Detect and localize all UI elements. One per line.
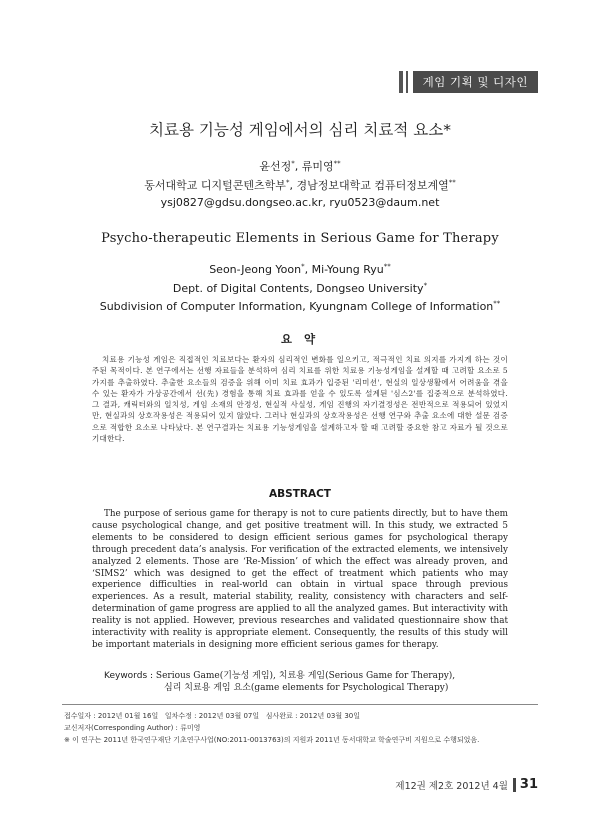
en-author-1: Seon-Jeong Yoon xyxy=(209,263,302,276)
english-authors xyxy=(0,263,600,276)
author-2-mark: ** xyxy=(333,159,341,168)
en-author-2-mark: ** xyxy=(383,262,391,271)
korean-affiliations xyxy=(0,177,600,193)
affiliation-separator: , xyxy=(289,179,297,192)
affiliation-1: 동서대학교 디지털콘텐츠학부 xyxy=(144,179,286,192)
footnote-divider xyxy=(62,704,538,705)
keywords-text-2: 심리 치료용 게임 요소(game elements for Psychological Therapy) xyxy=(164,683,449,693)
en-author-separator: , xyxy=(304,263,312,276)
author-emails: ysj0827@gdsu.dongseo.ac.kr, ryu0523@daum.net xyxy=(160,196,440,209)
author-1: 윤선정 xyxy=(259,160,292,173)
page-footer xyxy=(395,777,538,792)
keywords-colon: : xyxy=(147,671,156,681)
journal-volume: 제12권 제2호 2012년 4월 xyxy=(395,780,508,792)
affiliation-2-mark: ** xyxy=(448,178,456,187)
korean-title: 치료용 기능성 게임에서의 심리 치료적 요소* xyxy=(149,121,451,139)
section-tab xyxy=(399,71,538,93)
tab-marker xyxy=(399,71,403,93)
en-author-1-mark: * xyxy=(301,262,305,271)
tab-marker-thin xyxy=(406,71,408,93)
english-affiliation-1 xyxy=(0,282,600,295)
review-dates: 접수일자 : 2012년 01월 16일 일차수정 : 2012년 03월 07일 심사완료 : 2012년 03월 30일 xyxy=(64,712,361,720)
keywords-line-1 xyxy=(104,670,455,682)
funding-note: ※ 이 연구는 2011년 한국연구재단 기초연구사업(NO:2011-0013763)의 지원과 2011년 동서대학교 학술연구비 지원으로 수행되었음. xyxy=(64,735,480,744)
en-affiliation-2-mark: ** xyxy=(493,299,501,308)
corresponding-author: 교신저자(Corresponding Author) : 류미영 xyxy=(64,723,201,732)
keywords-text-1: Serious Game(기능성 게임), 치료용 게임(Serious Game for Therapy), xyxy=(155,671,456,681)
english-affiliation-2 xyxy=(0,300,600,313)
footnotes xyxy=(64,711,540,746)
author-1-mark: * xyxy=(291,159,295,168)
section-label: 게임 기획 및 디자인 xyxy=(413,71,538,93)
keywords-label: Keywords xyxy=(104,671,148,681)
en-affiliation-1-text: Dept. of Digital Contents, Dongseo University xyxy=(172,282,424,295)
en-author-2: Mi-Young Ryu xyxy=(311,263,384,276)
en-affiliation-2-text: Subdivision of Computer Information, Kyungnam College of Information xyxy=(99,300,494,313)
korean-abstract-body: 치료용 기능성 게임은 직접적인 치료보다는 환자의 심리적인 변화를 일으키고, 적극적인 치료 의지를 가지게 하는 것이 주된 목적이다. 본 연구에서는 선행 자료들을 분석하여 심리 치료를 위한 치료용 기능성게임을 설계할 때 고려할 요소로 5가지를 추출하였다. 추출한 요소들의 검증을 위해 이미 치료 효과가 입증된 '리미션', 현실의 일상생활에서 어려움을 겪을 수 있는 환자가 가상공간에서 선(先) 경험을 통해 치료 효과를 얻을 수 있도록 설계된 '심스2'를 집중적으로 분석하였다. 그 결과, 캐릭터와의 일치성, 게임 소재의 안정성, 현실적 사실성, 게임 진행의 자기결정성은 전반적으로 적용되어 있었지만, 현실과의 상호작용성은 적용되어 있지 않았다. 그러나 현실과의 상호작용성은 선행 연구와 추출 요소에 대한 설문 검증으로 적합한 요소로 나타났다. 본 연구결과는 치료용 기능성게임을 설계하고자 할 때 고려할 중요한 참고 자료가 될 것으로 기대한다. xyxy=(92,355,508,444)
affiliation-2: 경남정보대학교 컴퓨터정보계열 xyxy=(296,179,449,192)
footer-separator xyxy=(513,778,516,792)
keywords-block xyxy=(104,670,455,694)
en-affiliation-1-mark: * xyxy=(423,281,428,290)
korean-authors xyxy=(0,158,600,174)
author-2: 류미영 xyxy=(301,160,334,173)
author-separator: , xyxy=(294,160,302,173)
english-abstract-body: The purpose of serious game for therapy is not to cure patients directly, but to have them cause psychological change, and get positive treatment will. In this study, we extracted 5 elements to be considered to design efficient serious games for psychological therapy through precedent data’s analysis. For verification of the extracted elements, we intensively analyzed 2 elements. Those are ‘Re-Mission’ of which the effect was already proven, and ‘SIMS2’ which was designed to get the effect of treatment which patients who may experience difficulties in real-world can obtain in virtual space through previous experiences. As a result, material stability, reality, consistency with characters and self-determination of game progress are applied to all the analyzed games. But interactivity with reality is not applied. However, previous researches and validated questionnaire show that interactivity with reality is appropriate element. Consequently, the results of this study will be important materials in designing more efficient serious games for therapy. xyxy=(92,509,508,650)
page-number: 31 xyxy=(519,777,538,792)
affiliation-1-mark: * xyxy=(285,178,290,187)
english-abstract-heading: ABSTRACT xyxy=(269,488,331,500)
english-title: Psycho-therapeutic Elements in Serious Game for Therapy xyxy=(101,231,499,246)
korean-abstract-heading: 요 약 xyxy=(280,332,320,346)
